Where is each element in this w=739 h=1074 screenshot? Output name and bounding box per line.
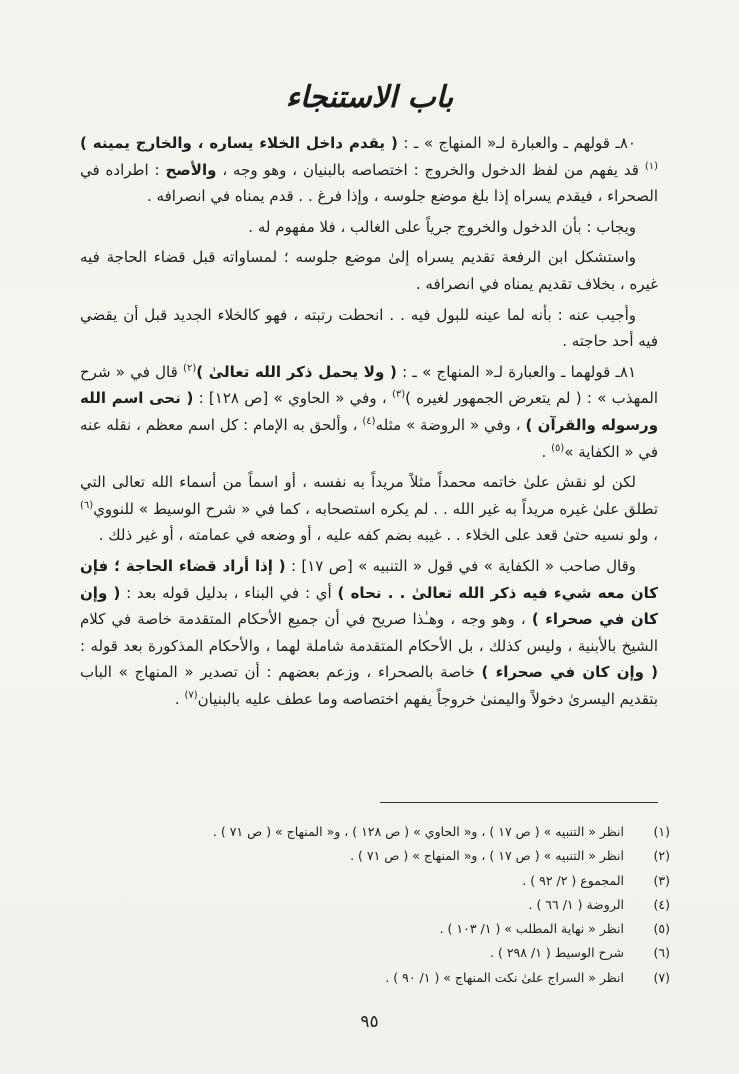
text-run: أي : في البناء ، بدليل قوله بعد : xyxy=(120,583,338,602)
quoted-text: ( ولا يحمل ذكر الله تعالىٰ ) xyxy=(196,362,397,381)
footnote-ref[interactable]: (٢) xyxy=(183,362,197,374)
text-run: وقال صاحب « الكفاية » في قول « التنبيه » [ص ١٧] : xyxy=(285,556,636,575)
text-run: ، وألحق به الإمام : كل اسم معظم ، نقله عنه في « الكفاية » xyxy=(80,415,658,461)
footnote xyxy=(150,966,670,990)
paragraph xyxy=(80,214,658,241)
footnote-ref[interactable]: (١) xyxy=(644,160,658,172)
paragraph xyxy=(80,302,658,355)
text-run: ، وفي « الروضة » مثله xyxy=(375,415,526,434)
quoted-text: ( وإن كان في صحراء ) xyxy=(481,663,658,682)
footnote-text: انظر « السراج علىٰ نكت المنهاج » ( ١/ ٩٠ ) . xyxy=(385,969,624,985)
footnote-number: (٤) xyxy=(653,896,670,912)
footnote xyxy=(150,893,670,917)
quoted-text: ( وإن كان في صحراء ) xyxy=(80,583,658,629)
footnote xyxy=(150,820,670,844)
footnote-text: انظر « التنبيه » ( ص ١٧ ) ، و« الحاوي » ( ص ١٢٨ ) ، و« المنهاج » ( ص ٧١ ) . xyxy=(212,824,624,839)
footnote xyxy=(150,844,670,868)
text-run: ٨١ـ قولهما ـ والعبارة لـ« المنهاج » ـ : xyxy=(396,362,637,381)
quoted-text: ( إذا أراد قضاء الحاجة ؛ فإن كان معه شيء فيه ذكر الله تعالىٰ . . نحاه ) xyxy=(80,556,658,602)
footnote-text: المجموع ( ٢/ ٩٢ ) . xyxy=(522,872,624,888)
text-run: واستشكل ابن الرفعة تقديم يسراه إلىٰ موضع جلوسه ؛ لمساواته قبل قضاء الحاجة فيه غيره ، بخلاف تقديم يمناه في انصرافه . xyxy=(80,248,658,293)
paragraph xyxy=(80,553,658,713)
footnote-number: (٥) xyxy=(653,921,670,937)
text-run: ويجاب : بأن الدخول والخروج جرياً على الغالب ، فلا مفهوم له . xyxy=(248,217,636,236)
footnote xyxy=(150,869,670,893)
text-run: خاصة بالصحراء ، وزعم بعضهم : أن تصدير « المنهاج » الباب بتقديم اليسرىٰ دخولاً واليمنىٰ خروجاً يفهم اختصاصه وما عطف عليه بالبنيان xyxy=(80,663,658,708)
text-run: . xyxy=(174,689,185,708)
footnote-text: انظر « نهاية المطلب » ( ١/ ١٠٣ ) . xyxy=(439,921,624,937)
quoted-text: ( يقدم داخل الخلاء يساره ، والخارج يمينه ) xyxy=(80,134,398,152)
footnote-ref[interactable]: (٥) xyxy=(551,442,565,454)
footnote-ref[interactable]: (٤) xyxy=(362,415,376,427)
footnote-ref[interactable]: (٣) xyxy=(391,389,406,401)
paragraph xyxy=(80,469,658,549)
main-text xyxy=(80,130,658,716)
footnote-number: (٢) xyxy=(653,848,670,864)
paragraph xyxy=(80,244,658,297)
text-run: ، ولو نسيه حتىٰ قعد على الخلاء . . غيبه بضم كفه عليه ، أو وضعه في عمامته ، أو غير ذلك . xyxy=(98,526,658,545)
footnotes xyxy=(150,820,670,990)
paragraph-80 xyxy=(80,130,658,210)
text-run: قد يفهم من لفظ الدخول والخروج : اختصاصه بالبنيان ، وهو وجه ، xyxy=(216,160,645,179)
footnote xyxy=(150,941,670,965)
footnote xyxy=(150,917,670,941)
text-run: . xyxy=(541,442,552,461)
footnote-number: (٣) xyxy=(653,872,670,888)
text-run: ، وهو وجه ، وهـٰذا صريح في أن جميع الأحكام المتقدمة خاصة في كلام الشيخ بالأبنية ، وليس كذلك ، بل الأحكام المتقدمة شاملة لهما ، والأحكام المذكورة بعد قوله : xyxy=(80,610,658,655)
chapter-heading: باب الاستنجاء xyxy=(285,80,454,115)
quoted-text: والأصح xyxy=(165,160,217,179)
page-number: ٩٥ xyxy=(360,1012,379,1032)
footnote-divider xyxy=(380,802,658,803)
text-run: قال في « شرح المهذب » : ( لم يتعرض الجمهور لغيره ) xyxy=(80,362,659,408)
footnote-number: (١) xyxy=(653,824,670,839)
text-run: وأجيب عنه : بأنه لما عينه للبول فيه . . انحطت رتبته ، فهو كالخلاء الجديد قبل أن يقضي فيه أحد حاجته . xyxy=(80,305,658,351)
footnote-number: (٦) xyxy=(653,945,670,961)
footnote-ref[interactable]: (٧) xyxy=(184,689,198,701)
text-run: ، وفي « الحاوي » [ص ١٢٨] : xyxy=(193,389,392,408)
footnote-ref[interactable]: (٦) xyxy=(80,499,94,511)
footnote-text: انظر « التنبيه » ( ص ١٧ ) ، و« المنهاج » ( ص ٧١ ) . xyxy=(350,848,624,864)
text-run: : اطراده في الصحراء ، فيقدم يسراه إذا بلغ موضع جلوسه ، وإذا فرغ . . قدم يمناه في انصرافه . xyxy=(80,160,658,206)
footnote-text: الروضة ( ١/ ٦٦ ) . xyxy=(528,896,624,912)
footnote-text: شرح الوسيط ( ١/ ٢٩٨ ) . xyxy=(490,945,624,961)
text-run: ٨٠ـ قولهم ـ والعبارة لـ« المنهاج » ـ : xyxy=(397,134,636,152)
paragraph-81 xyxy=(80,359,658,465)
footnote-number: (٧) xyxy=(653,969,670,985)
quoted-text: ( نحى اسم الله ورسوله والقرآن ) xyxy=(80,389,659,434)
text-run: لكن لو نقش علىٰ خاتمه محمداً مثلاً مريداً به نفسه ، أو اسماً من أسماء الله تعالى التي تطلق علىٰ غيره مريداً به غير الله . . لم يكره استصحابه ، كما في « شرح الوسيط » للنووي xyxy=(80,473,658,518)
